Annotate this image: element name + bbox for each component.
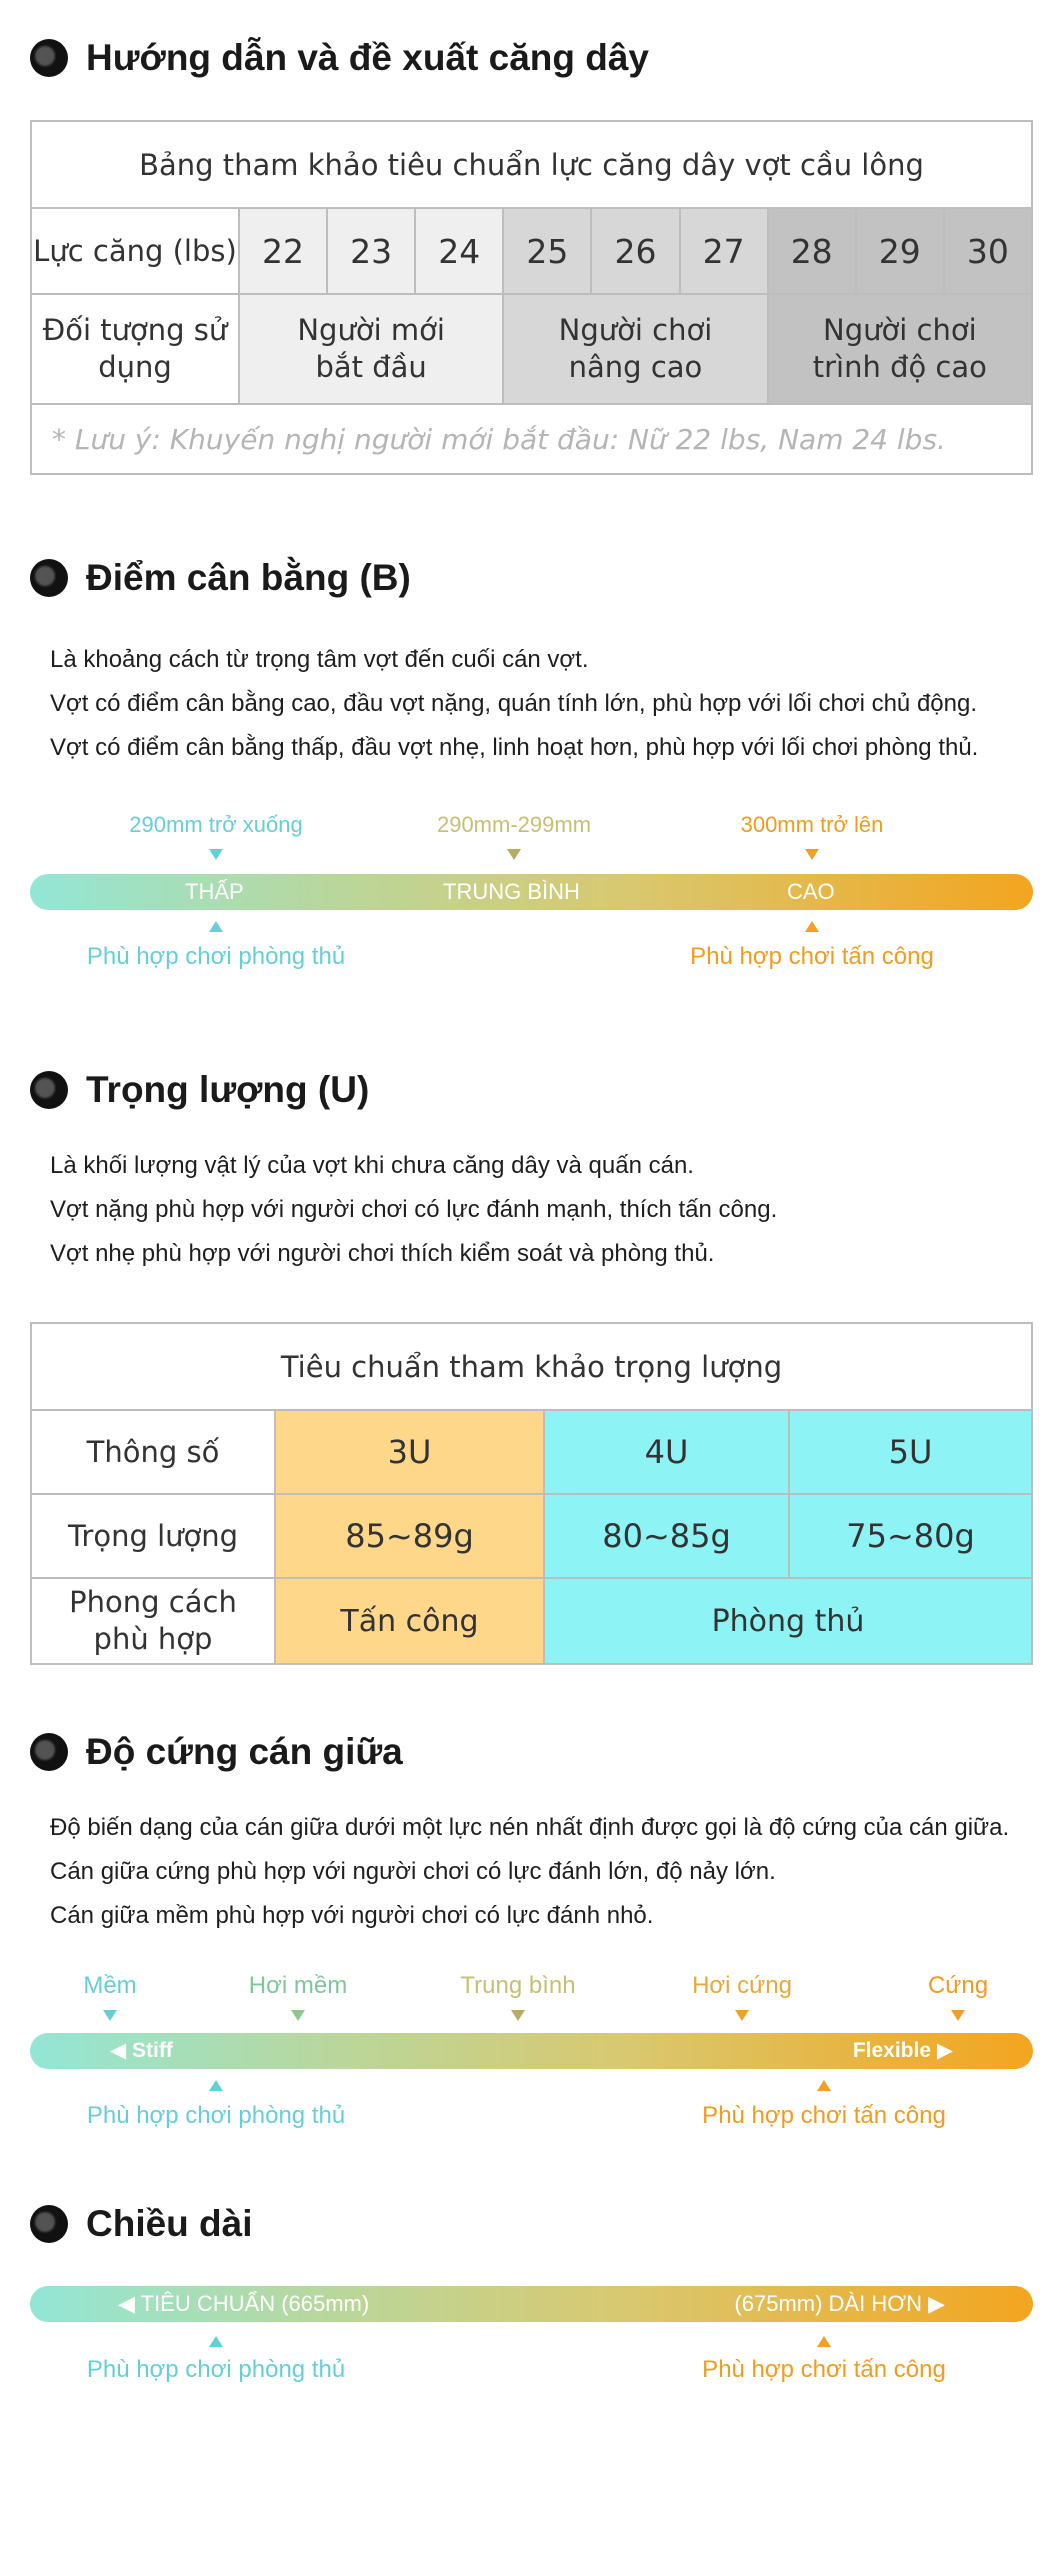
spec-3u: 3U: [275, 1410, 544, 1494]
balance-low-range: 290mm trở xuống: [129, 812, 303, 837]
description-line: Cán giữa mềm phù hợp với người chơi có lực đánh nhỏ.: [50, 1902, 654, 1929]
table-title: Tiêu chuẩn tham khảo trọng lượng: [31, 1323, 1032, 1410]
description-line: Vợt nặng phù hợp với người chơi có lực đánh mạnh, thích tấn công.: [50, 1196, 778, 1223]
heading-text: Điểm cân bằng (B): [86, 557, 411, 598]
section-heading-stiffness: [30, 1722, 403, 1782]
up-triangle-icon: [209, 2080, 223, 2091]
group-advanced: Người chơi nâng cao: [503, 294, 767, 404]
offensive-label: Phù hợp chơi tấn công: [702, 2102, 946, 2129]
scale-label-stiff: ◀ Stiff: [110, 2039, 173, 2062]
tension-table: [30, 120, 1033, 475]
stiffness-medium: Trung bình: [460, 1972, 576, 1999]
stiffness-scale-bar: [30, 2033, 1033, 2069]
scale-label-flexible: Flexible ▶: [852, 2039, 953, 2062]
section-heading-tension: [30, 28, 649, 88]
description-line: Cán giữa cứng phù hợp với người chơi có lực đánh lớn, độ nảy lớn.: [50, 1858, 776, 1885]
heading-text: Hướng dẫn và đề xuất căng dây: [86, 37, 650, 78]
tension-value: 26: [591, 208, 679, 294]
tension-value: 27: [680, 208, 768, 294]
heading-text: Chiều dài: [86, 2203, 253, 2244]
description-line: Vợt có điểm cân bằng cao, đầu vợt nặng, quán tính lớn, phù hợp với lối chơi chủ động.: [50, 690, 977, 717]
down-triangle-icon: [511, 2010, 525, 2021]
table-title: Bảng tham khảo tiêu chuẩn lực căng dây vợt cầu lông: [31, 121, 1032, 208]
group-beginner: Người mới bắt đầu: [239, 294, 503, 404]
black-circle-icon: [30, 1733, 68, 1771]
tension-value: 30: [944, 208, 1032, 294]
up-triangle-icon: [817, 2080, 831, 2091]
tension-value: 22: [239, 208, 327, 294]
down-triangle-icon: [103, 2010, 117, 2021]
tension-value: 28: [768, 208, 856, 294]
spec-5u: 5U: [789, 1410, 1032, 1494]
down-triangle-icon: [507, 849, 521, 860]
group-expert: Người chơi trình độ cao: [768, 294, 1032, 404]
tension-value: 25: [503, 208, 591, 294]
up-triangle-icon: [817, 2336, 831, 2347]
spec-label: Thông số: [31, 1410, 275, 1494]
down-triangle-icon: [951, 2010, 965, 2021]
offensive-label: Phù hợp chơi tấn công: [702, 2356, 946, 2383]
down-triangle-icon: [291, 2010, 305, 2021]
stiffness-description: [50, 1806, 1009, 1938]
scale-label-standard: ◀ TIÊU CHUẨN (665mm): [118, 2291, 370, 2316]
tension-value: 23: [327, 208, 415, 294]
balance-high-range: 300mm trở lên: [740, 812, 884, 837]
stiffness-soft: Mềm: [83, 1972, 137, 1999]
scale-label-low: THẤP: [185, 879, 244, 904]
weight-description: [50, 1144, 777, 1276]
balance-mid-range: 290mm-299mm: [436, 812, 592, 837]
tension-value: 29: [856, 208, 944, 294]
defensive-label: Phù hợp chơi phòng thủ: [86, 2102, 346, 2129]
tension-note: * Lưu ý: Khuyến nghị người mới bắt đầu: Nữ 22 lbs, Nam 24 lbs.: [31, 404, 1032, 474]
style-offensive: Tấn công: [275, 1578, 544, 1664]
down-triangle-icon: [805, 849, 819, 860]
defensive-label: Phù hợp chơi phòng thủ: [86, 943, 346, 970]
scale-label-high: CAO: [787, 879, 835, 904]
spec-4u: 4U: [544, 1410, 789, 1494]
balance-scale-bar: [30, 874, 1033, 910]
up-triangle-icon: [209, 2336, 223, 2347]
weight-3u: 85~89g: [275, 1494, 544, 1578]
down-triangle-icon: [735, 2010, 749, 2021]
description-line: Độ biến dạng của cán giữa dưới một lực nén nhất định được gọi là độ cứng của cán giữa.: [50, 1814, 1010, 1841]
section-heading-weight: [30, 1060, 369, 1120]
description-line: Là khối lượng vật lý của vợt khi chưa căng dây và quấn cán.: [50, 1152, 694, 1179]
scale-label-longer: (675mm) DÀI HƠN ▶: [734, 2291, 945, 2316]
black-circle-icon: [30, 559, 68, 597]
weight-5u: 75~80g: [789, 1494, 1032, 1578]
section-heading-balance: [30, 548, 411, 608]
heading-text: Trọng lượng (U): [86, 1069, 370, 1110]
weight-4u: 80~85g: [544, 1494, 789, 1578]
balance-description: [50, 638, 978, 770]
user-row-label: Đối tượng sử dụng: [31, 294, 239, 404]
down-triangle-icon: [209, 849, 223, 860]
black-circle-icon: [30, 39, 68, 77]
stiffness-slightly-soft: Hơi mềm: [248, 1972, 348, 1999]
length-scale-bar: [30, 2286, 1033, 2322]
up-triangle-icon: [805, 921, 819, 932]
tension-value: 24: [415, 208, 503, 294]
description-line: Vợt có điểm cân bằng thấp, đầu vợt nhẹ, linh hoạt hơn, phù hợp với lối chơi phòng thủ.: [50, 734, 979, 761]
black-circle-icon: [30, 1071, 68, 1109]
defensive-label: Phù hợp chơi phòng thủ: [86, 2356, 346, 2383]
heading-text: Độ cứng cán giữa: [86, 1731, 403, 1772]
up-triangle-icon: [209, 921, 223, 932]
description-line: Là khoảng cách từ trọng tâm vợt đến cuối cán vợt.: [50, 646, 589, 673]
weight-table: [30, 1322, 1033, 1665]
weight-label: Trọng lượng: [31, 1494, 275, 1578]
stiffness-slightly-stiff: Hơi cứng: [692, 1972, 792, 1999]
style-label: Phong cách phù hợp: [31, 1578, 275, 1664]
scale-label-mid: TRUNG BÌNH: [443, 879, 580, 904]
tension-row-label: Lực căng (lbs): [31, 208, 239, 294]
description-line: Vợt nhẹ phù hợp với người chơi thích kiểm soát và phòng thủ.: [50, 1240, 715, 1267]
stiffness-stiff: Cứng: [927, 1972, 989, 1999]
section-heading-length: [30, 2194, 253, 2254]
black-circle-icon: [30, 2205, 68, 2243]
offensive-label: Phù hợp chơi tấn công: [690, 943, 934, 970]
style-defensive: Phòng thủ: [544, 1578, 1032, 1664]
